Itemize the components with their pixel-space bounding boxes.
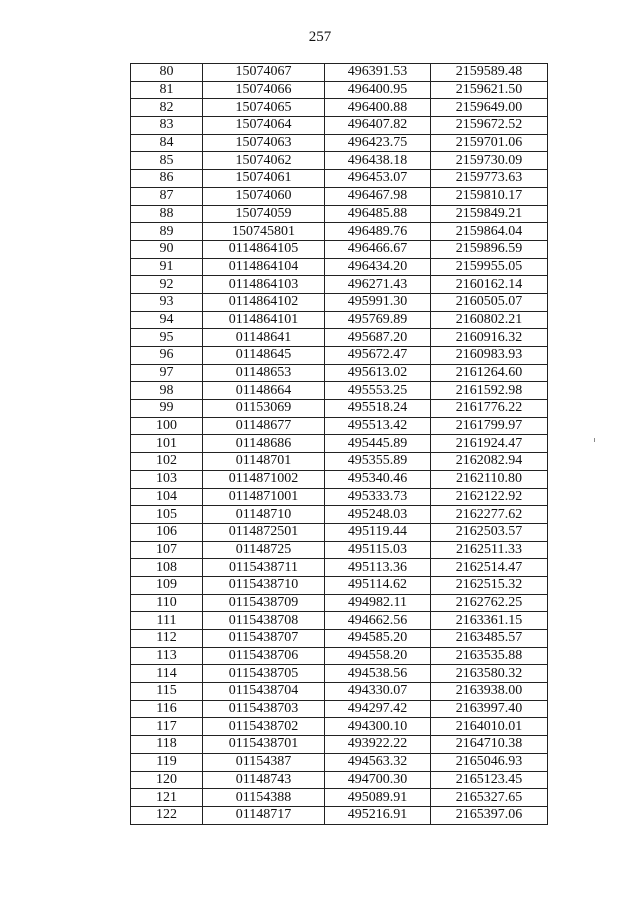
y-coordinate-cell: 2159621.50 (431, 81, 548, 99)
y-coordinate-cell: 2160162.14 (431, 276, 548, 294)
row-index-cell: 109 (131, 576, 203, 594)
x-coordinate-cell: 496466.67 (325, 240, 431, 258)
row-index-cell: 103 (131, 470, 203, 488)
y-coordinate-cell: 2160802.21 (431, 311, 548, 329)
table-row (131, 293, 548, 311)
row-index-cell: 104 (131, 488, 203, 506)
row-index-cell: 111 (131, 612, 203, 630)
x-coordinate-cell: 494538.56 (325, 665, 431, 683)
table-row (131, 99, 548, 117)
y-coordinate-cell: 2159701.06 (431, 134, 548, 152)
point-id-cell: 0114871001 (203, 488, 325, 506)
y-coordinate-cell: 2159896.59 (431, 240, 548, 258)
x-coordinate-cell: 493922.22 (325, 736, 431, 754)
row-index-cell: 122 (131, 806, 203, 824)
row-index-cell: 86 (131, 170, 203, 188)
y-coordinate-cell: 2159589.48 (431, 64, 548, 82)
table-row (131, 170, 548, 188)
table-row (131, 647, 548, 665)
point-id-cell: 0115438701 (203, 736, 325, 754)
point-id-cell: 0115438703 (203, 700, 325, 718)
coordinate-table (130, 63, 548, 825)
point-id-cell: 0114864103 (203, 276, 325, 294)
x-coordinate-cell: 494558.20 (325, 647, 431, 665)
point-id-cell: 01148701 (203, 453, 325, 471)
point-id-cell: 15074063 (203, 134, 325, 152)
row-index-cell: 82 (131, 99, 203, 117)
row-index-cell: 115 (131, 683, 203, 701)
x-coordinate-cell: 495089.91 (325, 789, 431, 807)
point-id-cell: 01148710 (203, 506, 325, 524)
point-id-cell: 01154388 (203, 789, 325, 807)
y-coordinate-cell: 2165397.06 (431, 806, 548, 824)
table-row (131, 453, 548, 471)
row-index-cell: 107 (131, 541, 203, 559)
row-index-cell: 90 (131, 240, 203, 258)
row-index-cell: 118 (131, 736, 203, 754)
table-row (131, 240, 548, 258)
row-index-cell: 80 (131, 64, 203, 82)
point-id-cell: 150745801 (203, 223, 325, 241)
point-id-cell: 01148653 (203, 364, 325, 382)
y-coordinate-cell: 2163361.15 (431, 612, 548, 630)
x-coordinate-cell: 495216.91 (325, 806, 431, 824)
point-id-cell: 0114871002 (203, 470, 325, 488)
table-row (131, 683, 548, 701)
x-coordinate-cell: 495115.03 (325, 541, 431, 559)
table-row (131, 417, 548, 435)
point-id-cell: 01148641 (203, 329, 325, 347)
table-row (131, 258, 548, 276)
table-row (131, 276, 548, 294)
table-row (131, 506, 548, 524)
y-coordinate-cell: 2161264.60 (431, 364, 548, 382)
x-coordinate-cell: 496423.75 (325, 134, 431, 152)
x-coordinate-cell: 496489.76 (325, 223, 431, 241)
y-coordinate-cell: 2160916.32 (431, 329, 548, 347)
x-coordinate-cell: 495119.44 (325, 523, 431, 541)
y-coordinate-cell: 2162762.25 (431, 594, 548, 612)
page-number: 257 (308, 29, 332, 45)
x-coordinate-cell: 494700.30 (325, 771, 431, 789)
row-index-cell: 105 (131, 506, 203, 524)
y-coordinate-cell: 2161592.98 (431, 382, 548, 400)
table-row (131, 134, 548, 152)
table-row (131, 347, 548, 365)
table-row (131, 665, 548, 683)
x-coordinate-cell: 495340.46 (325, 470, 431, 488)
y-coordinate-cell: 2162511.33 (431, 541, 548, 559)
y-coordinate-cell: 2159773.63 (431, 170, 548, 188)
point-id-cell: 01148664 (203, 382, 325, 400)
table-row (131, 736, 548, 754)
y-coordinate-cell: 2164010.01 (431, 718, 548, 736)
x-coordinate-cell: 496400.95 (325, 81, 431, 99)
x-coordinate-cell: 495513.42 (325, 417, 431, 435)
point-id-cell: 0114864102 (203, 293, 325, 311)
x-coordinate-cell: 495333.73 (325, 488, 431, 506)
row-index-cell: 83 (131, 117, 203, 135)
point-id-cell: 0115438702 (203, 718, 325, 736)
point-id-cell: 0115438708 (203, 612, 325, 630)
y-coordinate-cell: 2161924.47 (431, 435, 548, 453)
row-index-cell: 94 (131, 311, 203, 329)
y-coordinate-cell: 2160983.93 (431, 347, 548, 365)
table-row (131, 470, 548, 488)
point-id-cell: 0115438707 (203, 630, 325, 648)
row-index-cell: 106 (131, 523, 203, 541)
row-index-cell: 108 (131, 559, 203, 577)
x-coordinate-cell: 495672.47 (325, 347, 431, 365)
y-coordinate-cell: 2163938.00 (431, 683, 548, 701)
table-row (131, 789, 548, 807)
x-coordinate-cell: 494300.10 (325, 718, 431, 736)
margin-mark (594, 438, 595, 442)
point-id-cell: 0115438709 (203, 594, 325, 612)
table-row (131, 329, 548, 347)
table-row (131, 700, 548, 718)
point-id-cell: 01148677 (203, 417, 325, 435)
x-coordinate-cell: 494585.20 (325, 630, 431, 648)
x-coordinate-cell: 495518.24 (325, 400, 431, 418)
row-index-cell: 113 (131, 647, 203, 665)
y-coordinate-cell: 2163580.32 (431, 665, 548, 683)
row-index-cell: 91 (131, 258, 203, 276)
table-row (131, 364, 548, 382)
table-row (131, 488, 548, 506)
y-coordinate-cell: 2162277.62 (431, 506, 548, 524)
table-body (131, 64, 548, 825)
table-row (131, 311, 548, 329)
x-coordinate-cell: 494662.56 (325, 612, 431, 630)
x-coordinate-cell: 495355.89 (325, 453, 431, 471)
row-index-cell: 85 (131, 152, 203, 170)
point-id-cell: 0114864105 (203, 240, 325, 258)
table-row (131, 576, 548, 594)
y-coordinate-cell: 2162122.92 (431, 488, 548, 506)
table-row (131, 806, 548, 824)
x-coordinate-cell: 495613.02 (325, 364, 431, 382)
x-coordinate-cell: 496400.88 (325, 99, 431, 117)
table-row (131, 187, 548, 205)
row-index-cell: 92 (131, 276, 203, 294)
x-coordinate-cell: 496467.98 (325, 187, 431, 205)
point-id-cell: 0115438710 (203, 576, 325, 594)
point-id-cell: 15074062 (203, 152, 325, 170)
row-index-cell: 121 (131, 789, 203, 807)
table-row (131, 81, 548, 99)
row-index-cell: 98 (131, 382, 203, 400)
point-id-cell: 01148686 (203, 435, 325, 453)
row-index-cell: 112 (131, 630, 203, 648)
row-index-cell: 93 (131, 293, 203, 311)
y-coordinate-cell: 2159730.09 (431, 152, 548, 170)
point-id-cell: 15074066 (203, 81, 325, 99)
point-id-cell: 0115438705 (203, 665, 325, 683)
table-row (131, 205, 548, 223)
row-index-cell: 95 (131, 329, 203, 347)
x-coordinate-cell: 494297.42 (325, 700, 431, 718)
x-coordinate-cell: 494330.07 (325, 683, 431, 701)
table-row (131, 630, 548, 648)
row-index-cell: 97 (131, 364, 203, 382)
table-row (131, 753, 548, 771)
y-coordinate-cell: 2159955.05 (431, 258, 548, 276)
point-id-cell: 0115438704 (203, 683, 325, 701)
row-index-cell: 81 (131, 81, 203, 99)
y-coordinate-cell: 2165327.65 (431, 789, 548, 807)
point-id-cell: 15074067 (203, 64, 325, 82)
table-row (131, 223, 548, 241)
row-index-cell: 87 (131, 187, 203, 205)
y-coordinate-cell: 2162082.94 (431, 453, 548, 471)
y-coordinate-cell: 2159864.04 (431, 223, 548, 241)
row-index-cell: 96 (131, 347, 203, 365)
point-id-cell: 01148717 (203, 806, 325, 824)
table-row (131, 400, 548, 418)
row-index-cell: 120 (131, 771, 203, 789)
x-coordinate-cell: 496453.07 (325, 170, 431, 188)
table-row (131, 64, 548, 82)
point-id-cell: 0114864101 (203, 311, 325, 329)
table-row (131, 523, 548, 541)
table-row (131, 117, 548, 135)
x-coordinate-cell: 495553.25 (325, 382, 431, 400)
x-coordinate-cell: 495114.62 (325, 576, 431, 594)
point-id-cell: 0115438706 (203, 647, 325, 665)
x-coordinate-cell: 496407.82 (325, 117, 431, 135)
row-index-cell: 99 (131, 400, 203, 418)
y-coordinate-cell: 2162514.47 (431, 559, 548, 577)
y-coordinate-cell: 2159810.17 (431, 187, 548, 205)
table-row (131, 152, 548, 170)
x-coordinate-cell: 495991.30 (325, 293, 431, 311)
x-coordinate-cell: 496434.20 (325, 258, 431, 276)
y-coordinate-cell: 2165123.45 (431, 771, 548, 789)
x-coordinate-cell: 495113.36 (325, 559, 431, 577)
y-coordinate-cell: 2162515.32 (431, 576, 548, 594)
table-row (131, 594, 548, 612)
y-coordinate-cell: 2161776.22 (431, 400, 548, 418)
row-index-cell: 117 (131, 718, 203, 736)
point-id-cell: 01148645 (203, 347, 325, 365)
point-id-cell: 15074061 (203, 170, 325, 188)
row-index-cell: 89 (131, 223, 203, 241)
table-row (131, 718, 548, 736)
table-row (131, 771, 548, 789)
y-coordinate-cell: 2165046.93 (431, 753, 548, 771)
point-id-cell: 0114872501 (203, 523, 325, 541)
x-coordinate-cell: 496391.53 (325, 64, 431, 82)
row-index-cell: 119 (131, 753, 203, 771)
row-index-cell: 100 (131, 417, 203, 435)
table-row (131, 541, 548, 559)
y-coordinate-cell: 2159849.21 (431, 205, 548, 223)
point-id-cell: 15074064 (203, 117, 325, 135)
y-coordinate-cell: 2164710.38 (431, 736, 548, 754)
x-coordinate-cell: 496485.88 (325, 205, 431, 223)
table-row (131, 435, 548, 453)
point-id-cell: 01154387 (203, 753, 325, 771)
x-coordinate-cell: 494982.11 (325, 594, 431, 612)
x-coordinate-cell: 495248.03 (325, 506, 431, 524)
point-id-cell: 0115438711 (203, 559, 325, 577)
x-coordinate-cell: 495769.89 (325, 311, 431, 329)
row-index-cell: 116 (131, 700, 203, 718)
row-index-cell: 88 (131, 205, 203, 223)
row-index-cell: 101 (131, 435, 203, 453)
y-coordinate-cell: 2163535.88 (431, 647, 548, 665)
x-coordinate-cell: 496438.18 (325, 152, 431, 170)
x-coordinate-cell: 496271.43 (325, 276, 431, 294)
row-index-cell: 114 (131, 665, 203, 683)
x-coordinate-cell: 495445.89 (325, 435, 431, 453)
x-coordinate-cell: 495687.20 (325, 329, 431, 347)
x-coordinate-cell: 494563.32 (325, 753, 431, 771)
y-coordinate-cell: 2163997.40 (431, 700, 548, 718)
point-id-cell: 0114864104 (203, 258, 325, 276)
table-row (131, 382, 548, 400)
point-id-cell: 01148725 (203, 541, 325, 559)
y-coordinate-cell: 2162110.80 (431, 470, 548, 488)
row-index-cell: 84 (131, 134, 203, 152)
y-coordinate-cell: 2163485.57 (431, 630, 548, 648)
table-row (131, 612, 548, 630)
table-row (131, 559, 548, 577)
row-index-cell: 102 (131, 453, 203, 471)
y-coordinate-cell: 2162503.57 (431, 523, 548, 541)
point-id-cell: 15074059 (203, 205, 325, 223)
point-id-cell: 15074065 (203, 99, 325, 117)
point-id-cell: 01153069 (203, 400, 325, 418)
y-coordinate-cell: 2161799.97 (431, 417, 548, 435)
point-id-cell: 15074060 (203, 187, 325, 205)
point-id-cell: 01148743 (203, 771, 325, 789)
y-coordinate-cell: 2159649.00 (431, 99, 548, 117)
y-coordinate-cell: 2159672.52 (431, 117, 548, 135)
row-index-cell: 110 (131, 594, 203, 612)
y-coordinate-cell: 2160505.07 (431, 293, 548, 311)
